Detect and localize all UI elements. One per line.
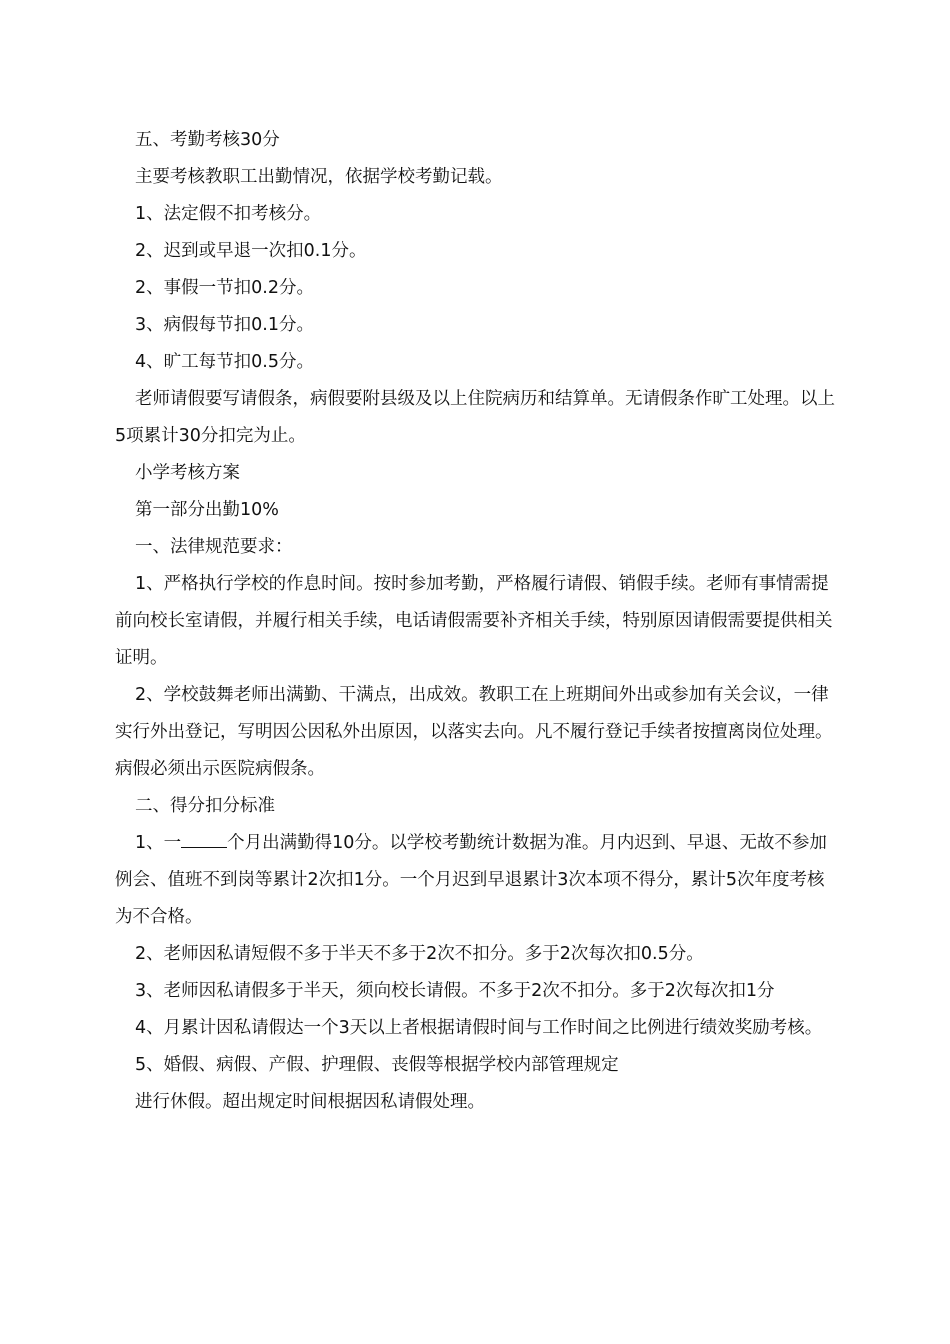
list-item: 2、老师因私请短假不多于半天不多于2次不扣分。多于2次每次扣0.5分。 xyxy=(135,944,704,964)
paragraph: 进行休假。超出规定时间根据因私请假处理。 xyxy=(135,1092,485,1112)
list-item: 4、月累计因私请假达一个3天以上者根据请假时间与工作时间之比例进行绩效奖励考核。 xyxy=(135,1018,823,1038)
list-item-rest: 个月出满勤得10分。以学校考勤统计数据为准。月内迟到、早退、无故不参加例会、值班不到岗等累计2次扣1分。一个月迟到早退累计3次本项不得分，累计5次年度考核为不合格。 xyxy=(115,833,827,927)
fill-in-blank xyxy=(181,831,227,848)
paragraph: 老师请假要写请假条，病假要附县级及以上住院病历和结算单。无请假条作旷工处理。以上5项累计30分扣完为止。 xyxy=(115,389,835,446)
list-item-prefix: 1、一 xyxy=(135,833,182,853)
section-heading: 一、法律规范要求： xyxy=(135,537,293,557)
list-item: 5、婚假、病假、产假、护理假、丧假等根据学校内部管理规定 xyxy=(135,1055,619,1075)
list-item: 3、老师因私请假多于半天，须向校长请假。不多于2次不扣分。多于2次每次扣1分 xyxy=(135,981,775,1001)
document-body xyxy=(115,122,837,1121)
list-item: 2、学校鼓舞老师出满勤、干满点，出成效。教职工在上班期间外出或参加有关会议，一律实行外出登记，写明因公因私外出原因，以落实去向。凡不履行登记手续者按擅离岗位处理。病假必须出示医院病假条。 xyxy=(115,685,833,779)
list-item: 4、旷工每节扣0.5分。 xyxy=(135,352,314,372)
section-heading: 二、得分扣分标准 xyxy=(135,796,275,816)
list-item: 3、病假每节扣0.1分。 xyxy=(135,315,314,335)
section-title: 小学考核方案 xyxy=(135,463,240,483)
section-heading: 第一部分出勤10% xyxy=(135,500,279,520)
list-item-with-blank xyxy=(115,825,837,936)
list-item: 2、事假一节扣0.2分。 xyxy=(135,278,314,298)
list-item: 1、严格执行学校的作息时间。按时参加考勤，严格履行请假、销假手续。老师有事情需提前向校长室请假，并履行相关手续，电话请假需要补齐相关手续，特别原因请假需要提供相关证明。 xyxy=(115,574,833,668)
section-heading-attendance: 五、考勤考核30分 xyxy=(135,130,280,150)
list-item: 2、迟到或早退一次扣0.1分。 xyxy=(135,241,367,261)
paragraph: 主要考核教职工出勤情况，依据学校考勤记载。 xyxy=(135,167,503,187)
list-item: 1、法定假不扣考核分。 xyxy=(135,204,322,224)
